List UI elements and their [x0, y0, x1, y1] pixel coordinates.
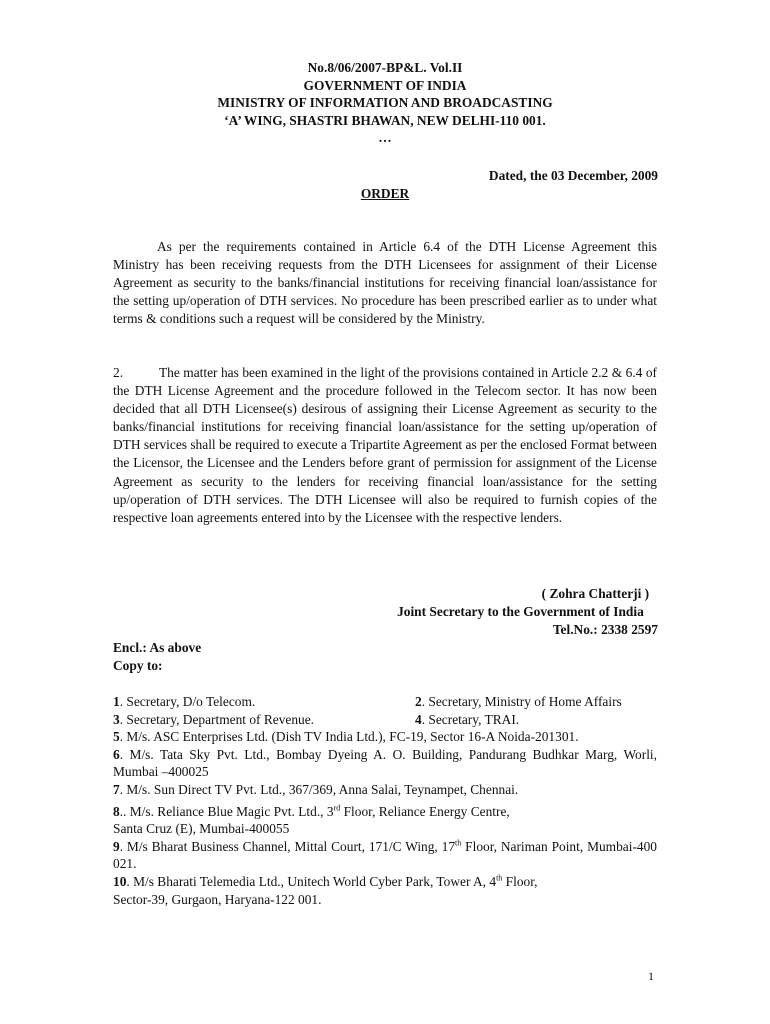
- list-item: [113, 781, 657, 799]
- paragraph-2-number: 2.: [113, 365, 124, 380]
- copy-recipient-list: [113, 693, 657, 908]
- item-number: 4: [415, 711, 422, 727]
- item-text: . M/s. ASC Enterprises Ltd. (Dish TV India Ltd.), FC-19, Sector 16-A Noida-201301.: [119, 729, 579, 745]
- paragraph-1: As per the requirements contained in Article 6.4 of the DTH License Agreement this Ministry has been receiving requests from the DTH Licensees for assignment of their License Agreement as security to the banks/financial institutions for receiving financial loan/assistance for the setting up/operation of DTH services. No procedure has been prescribed earlier as to under what terms & conditions such a request will be considered by the Ministry.: [113, 239, 657, 327]
- item-text: Floor, Reliance Energy Centre,: [340, 803, 510, 819]
- ordinal-suffix: th: [496, 873, 503, 883]
- list-item: [113, 873, 657, 908]
- order-date: Dated, the 03 December, 2009: [488, 168, 658, 183]
- item-number: 9: [113, 838, 120, 854]
- item-text: Floor, Nariman Point, Mumbai-400 021.: [113, 838, 657, 872]
- list-item: [113, 838, 657, 873]
- item-text: . M/s Bharati Telemedia Ltd., Unitech World Cyber Park, Tower A, 4: [126, 873, 497, 889]
- item-number: 1: [113, 694, 120, 709]
- signatory-designation: Joint Secretary to the Government of India: [397, 604, 644, 619]
- list-item: [113, 728, 657, 746]
- file-number: No.8/06/2007-BP&L. Vol.II: [307, 60, 463, 75]
- ministry-address: ‘A’ WING, SHASTRI BHAWAN, NEW DELHI-110 001.: [224, 112, 546, 128]
- item-text: . Secretary, Ministry of Home Affairs: [421, 694, 622, 709]
- item-number: 6: [113, 746, 120, 762]
- ordinal-suffix: th: [455, 838, 462, 848]
- list-item: [113, 746, 657, 781]
- signatory-name: ( Zohra Chatterji ): [541, 586, 650, 601]
- item-text: . M/s. Tata Sky Pvt. Ltd., Bombay Dyeing A. O. Building, Pandurang Budhkar Marg, Worli, Mumbai –400025: [113, 746, 657, 780]
- header-ellipsis: …: [378, 130, 392, 145]
- item-number: 8: [113, 803, 120, 819]
- signature-block: [383, 585, 658, 639]
- enclosure-note: Encl.: As above: [113, 640, 202, 655]
- item-number: 3: [113, 711, 120, 727]
- item-text: . M/s Bharat Business Channel, Mittal Court, 171/C Wing, 17: [119, 838, 456, 854]
- letterhead: [0, 59, 770, 147]
- list-item: [113, 803, 657, 838]
- item-text: Santa Cruz (E), Mumbai-400055: [113, 821, 290, 837]
- item-text: .. M/s. Reliance Blue Magic Pvt. Ltd., 3: [119, 803, 334, 819]
- item-number: 5: [113, 729, 120, 745]
- order-title: ORDER: [360, 186, 410, 201]
- enclosure-block: [113, 639, 201, 675]
- paragraph-2: [113, 364, 657, 527]
- ordinal-suffix: rd: [333, 803, 341, 813]
- paragraph-2-text: The matter has been examined in the light of the provisions contained in Article 2.2 & 6.4 of the DTH License Agreement and the procedure followed in the Telecom sector. It has now been decided that all DTH Licensee(s) desirous of assigning their License Agreement as security to the banks/financial institutions for receiving financial loan/assistance for the setting up/operation of DTH services shall be required to execute a Tripartite Agreement as per the enclosed Format between the Licensor, the Licensee and the Lenders before grant of permission for assignment of the License Agreement as security to the lenders for receiving financial loan/assistance for the setting up/operation of DTH services. The DTH Licensee will also be required to furnish copies of the respective loan agreements entered into by the Licensee with the respective lenders.: [113, 365, 657, 525]
- item-text: . Secretary, Department of Revenue.: [119, 711, 315, 727]
- item-text: Floor,: [502, 873, 538, 889]
- item-number: 2: [415, 694, 422, 709]
- government-name: GOVERNMENT OF INDIA: [303, 77, 467, 93]
- item-text: . M/s. Sun Direct TV Pvt. Ltd., 367/369, Anna Salai, Teynampet, Chennai.: [119, 781, 519, 797]
- ministry-name: MINISTRY OF INFORMATION AND BROADCASTING: [217, 95, 553, 110]
- item-number: 7: [113, 781, 120, 797]
- copy-to-heading: Copy to:: [113, 658, 163, 673]
- item-text: . Secretary, TRAI.: [421, 711, 520, 727]
- item-number: 10: [113, 873, 127, 889]
- item-text: Sector-39, Gurgaon, Haryana-122 001.: [113, 891, 322, 907]
- list-item: [113, 693, 657, 711]
- signatory-phone: Tel.No.: 2338 2597: [552, 622, 658, 637]
- item-text: . Secretary, D/o Telecom.: [119, 694, 256, 709]
- list-item: [113, 711, 657, 729]
- page-number: 1: [648, 969, 654, 983]
